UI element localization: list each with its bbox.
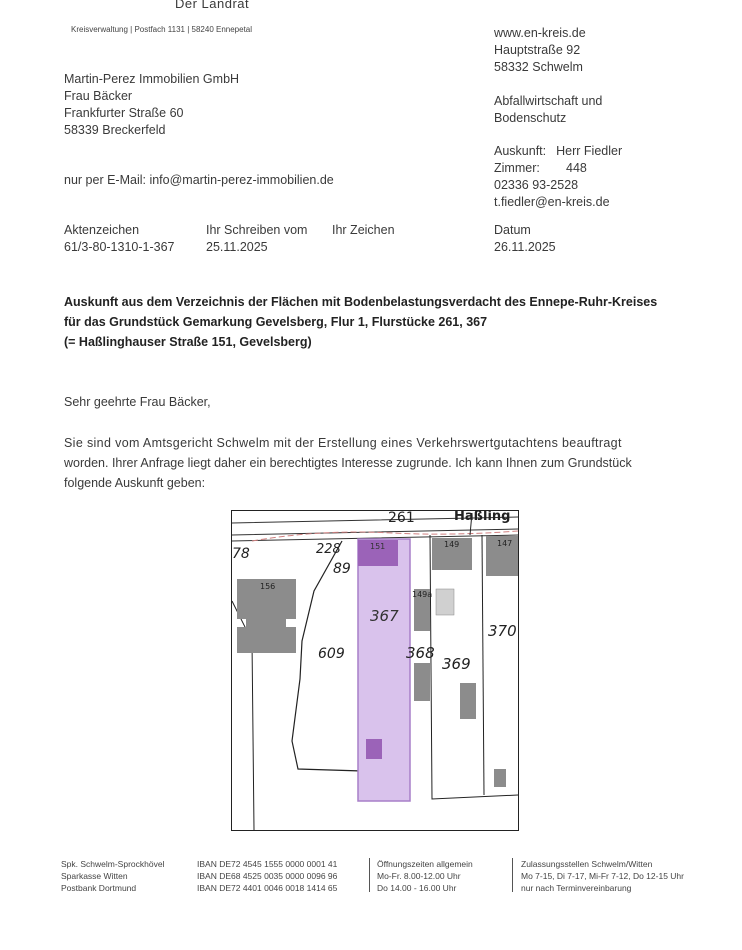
map-svg [232, 511, 518, 830]
map-label: 370 [488, 622, 517, 640]
footer-line: IBAN DE68 4525 0035 0000 0096 96 [197, 871, 338, 881]
recipient-address [64, 71, 239, 139]
date-label: Datum [494, 223, 531, 237]
file-value: 61/3-80-1310-1-367 [64, 240, 175, 254]
footer-divider [512, 858, 513, 892]
map-label: 149 [444, 540, 460, 549]
map-label: 369 [442, 655, 471, 673]
building-highlighted [366, 739, 382, 759]
footer-line: Zulassungsstellen Schwelm/Witten [521, 859, 653, 869]
org-title: Der Landrat [175, 0, 250, 11]
subject-line: für das Grundstück Gemarkung Gevelsberg, Flur 1, Flurstücke 261, 367 [64, 315, 488, 329]
department-line: Bodenschutz [494, 111, 567, 125]
file-label: Aktenzeichen [64, 223, 140, 237]
map-label: 609 [318, 646, 345, 662]
footer-line: nur nach Terminvereinbarung [521, 883, 632, 893]
sender-email[interactable]: t.fiedler@en-kreis.de [494, 195, 610, 209]
map-label: 149a [412, 590, 433, 599]
footer-line: Öffnungszeiten allgemein [377, 859, 473, 869]
paragraph-line: worden. Ihrer Anfrage liegt daher ein berechtigtes Interesse zugrunde. Ich kann Ihnen zum Grundstück [64, 456, 632, 470]
department-line: Abfallwirtschaft und [494, 94, 603, 108]
map-label: 156 [260, 582, 276, 591]
parcel-boundary [292, 541, 362, 797]
map-label: 368 [406, 644, 435, 662]
salutation: Sehr geehrte Frau Bäcker, [64, 395, 211, 409]
footer-line: Spk. Schwelm-Sprockhövel [61, 859, 165, 869]
contact-label: Auskunft: [494, 144, 547, 158]
room-value: 448 [566, 161, 587, 175]
footer-registration [521, 858, 684, 894]
sender-website[interactable]: www.en-kreis.de [494, 26, 586, 40]
building [436, 589, 454, 615]
cadastral-map [231, 510, 519, 831]
file-reference [64, 222, 175, 256]
building [414, 663, 430, 701]
letter-label: Ihr Schreiben vom [206, 223, 308, 237]
return-address: Kreisverwaltung | Postfach 1131 | 58240 Ennepetal [71, 25, 253, 34]
parcel-boundary [482, 535, 484, 795]
recipient-line: Frankfurter Straße 60 [64, 106, 184, 120]
footer-line: Mo 7-15, Di 7-17, Mi-Fr 7-12, Do 12-15 Uhr [521, 871, 684, 881]
your-reference [332, 222, 395, 239]
map-label: 367 [370, 607, 399, 625]
contact-name: Herr Fiedler [556, 144, 623, 158]
letter-value: 25.11.2025 [206, 240, 268, 254]
footer-banks [61, 858, 164, 894]
footer-opening-hours [377, 858, 473, 894]
sender-department [494, 93, 602, 127]
subject [64, 292, 657, 352]
subject-line: Auskunft aus dem Verzeichnis der Flächen mit Bodenbelastungsverdacht des Ennepe-Ruhr-Kreises [64, 295, 658, 309]
map-label: 228 [316, 542, 341, 557]
footer-line: Mo-Fr. 8.00-12.00 Uhr [377, 871, 461, 881]
recipient-line: 58339 Breckerfeld [64, 123, 166, 137]
map-label: 147 [497, 539, 513, 548]
paragraph-line: Sie sind vom Amtsgericht Schwelm mit der Erstellung eines Verkehrswertgutachtens beauftragt [64, 436, 622, 450]
sender-street: Hauptstraße 92 [494, 43, 581, 57]
map-label: 151 [370, 542, 386, 551]
letter-date-reference [206, 222, 307, 256]
sender-contact [494, 143, 622, 211]
building [494, 769, 506, 787]
subject-line: (= Haßlinghauser Straße 151, Gevelsberg) [64, 335, 312, 349]
sender-city: 58332 Schwelm [494, 60, 583, 74]
your-ref-label: Ihr Zeichen [332, 223, 395, 237]
room-label: Zimmer: [494, 161, 540, 175]
map-label: 78 [232, 546, 250, 562]
map-label: 89 [333, 561, 351, 577]
date-reference [494, 222, 556, 256]
footer-ibans [197, 858, 337, 894]
highlighted-parcel [358, 539, 410, 801]
recipient-line: Martin-Perez Immobilien GmbH [64, 72, 240, 86]
map-label-street: Haßling [454, 511, 511, 524]
footer-line: Postbank Dortmund [61, 883, 137, 893]
sender-address [494, 25, 586, 76]
footer-divider [369, 858, 370, 892]
footer-line: IBAN DE72 4545 1555 0000 0001 41 [197, 859, 338, 869]
email-note: nur per E-Mail: info@martin-perez-immobilien.de [64, 173, 334, 187]
footer-line: IBAN DE72 4401 0046 0018 1414 65 [197, 883, 338, 893]
footer-line: Sparkasse Witten [61, 871, 128, 881]
map-label: 261 [388, 511, 415, 526]
recipient-line: Frau Bäcker [64, 89, 133, 103]
building [460, 683, 476, 719]
footer-line: Do 14.00 - 16.00 Uhr [377, 883, 457, 893]
body-paragraph [64, 433, 686, 493]
date-value: 26.11.2025 [494, 240, 556, 254]
paragraph-line: folgende Auskunft geben: [64, 476, 206, 490]
sender-phone: 02336 93-2528 [494, 178, 579, 192]
